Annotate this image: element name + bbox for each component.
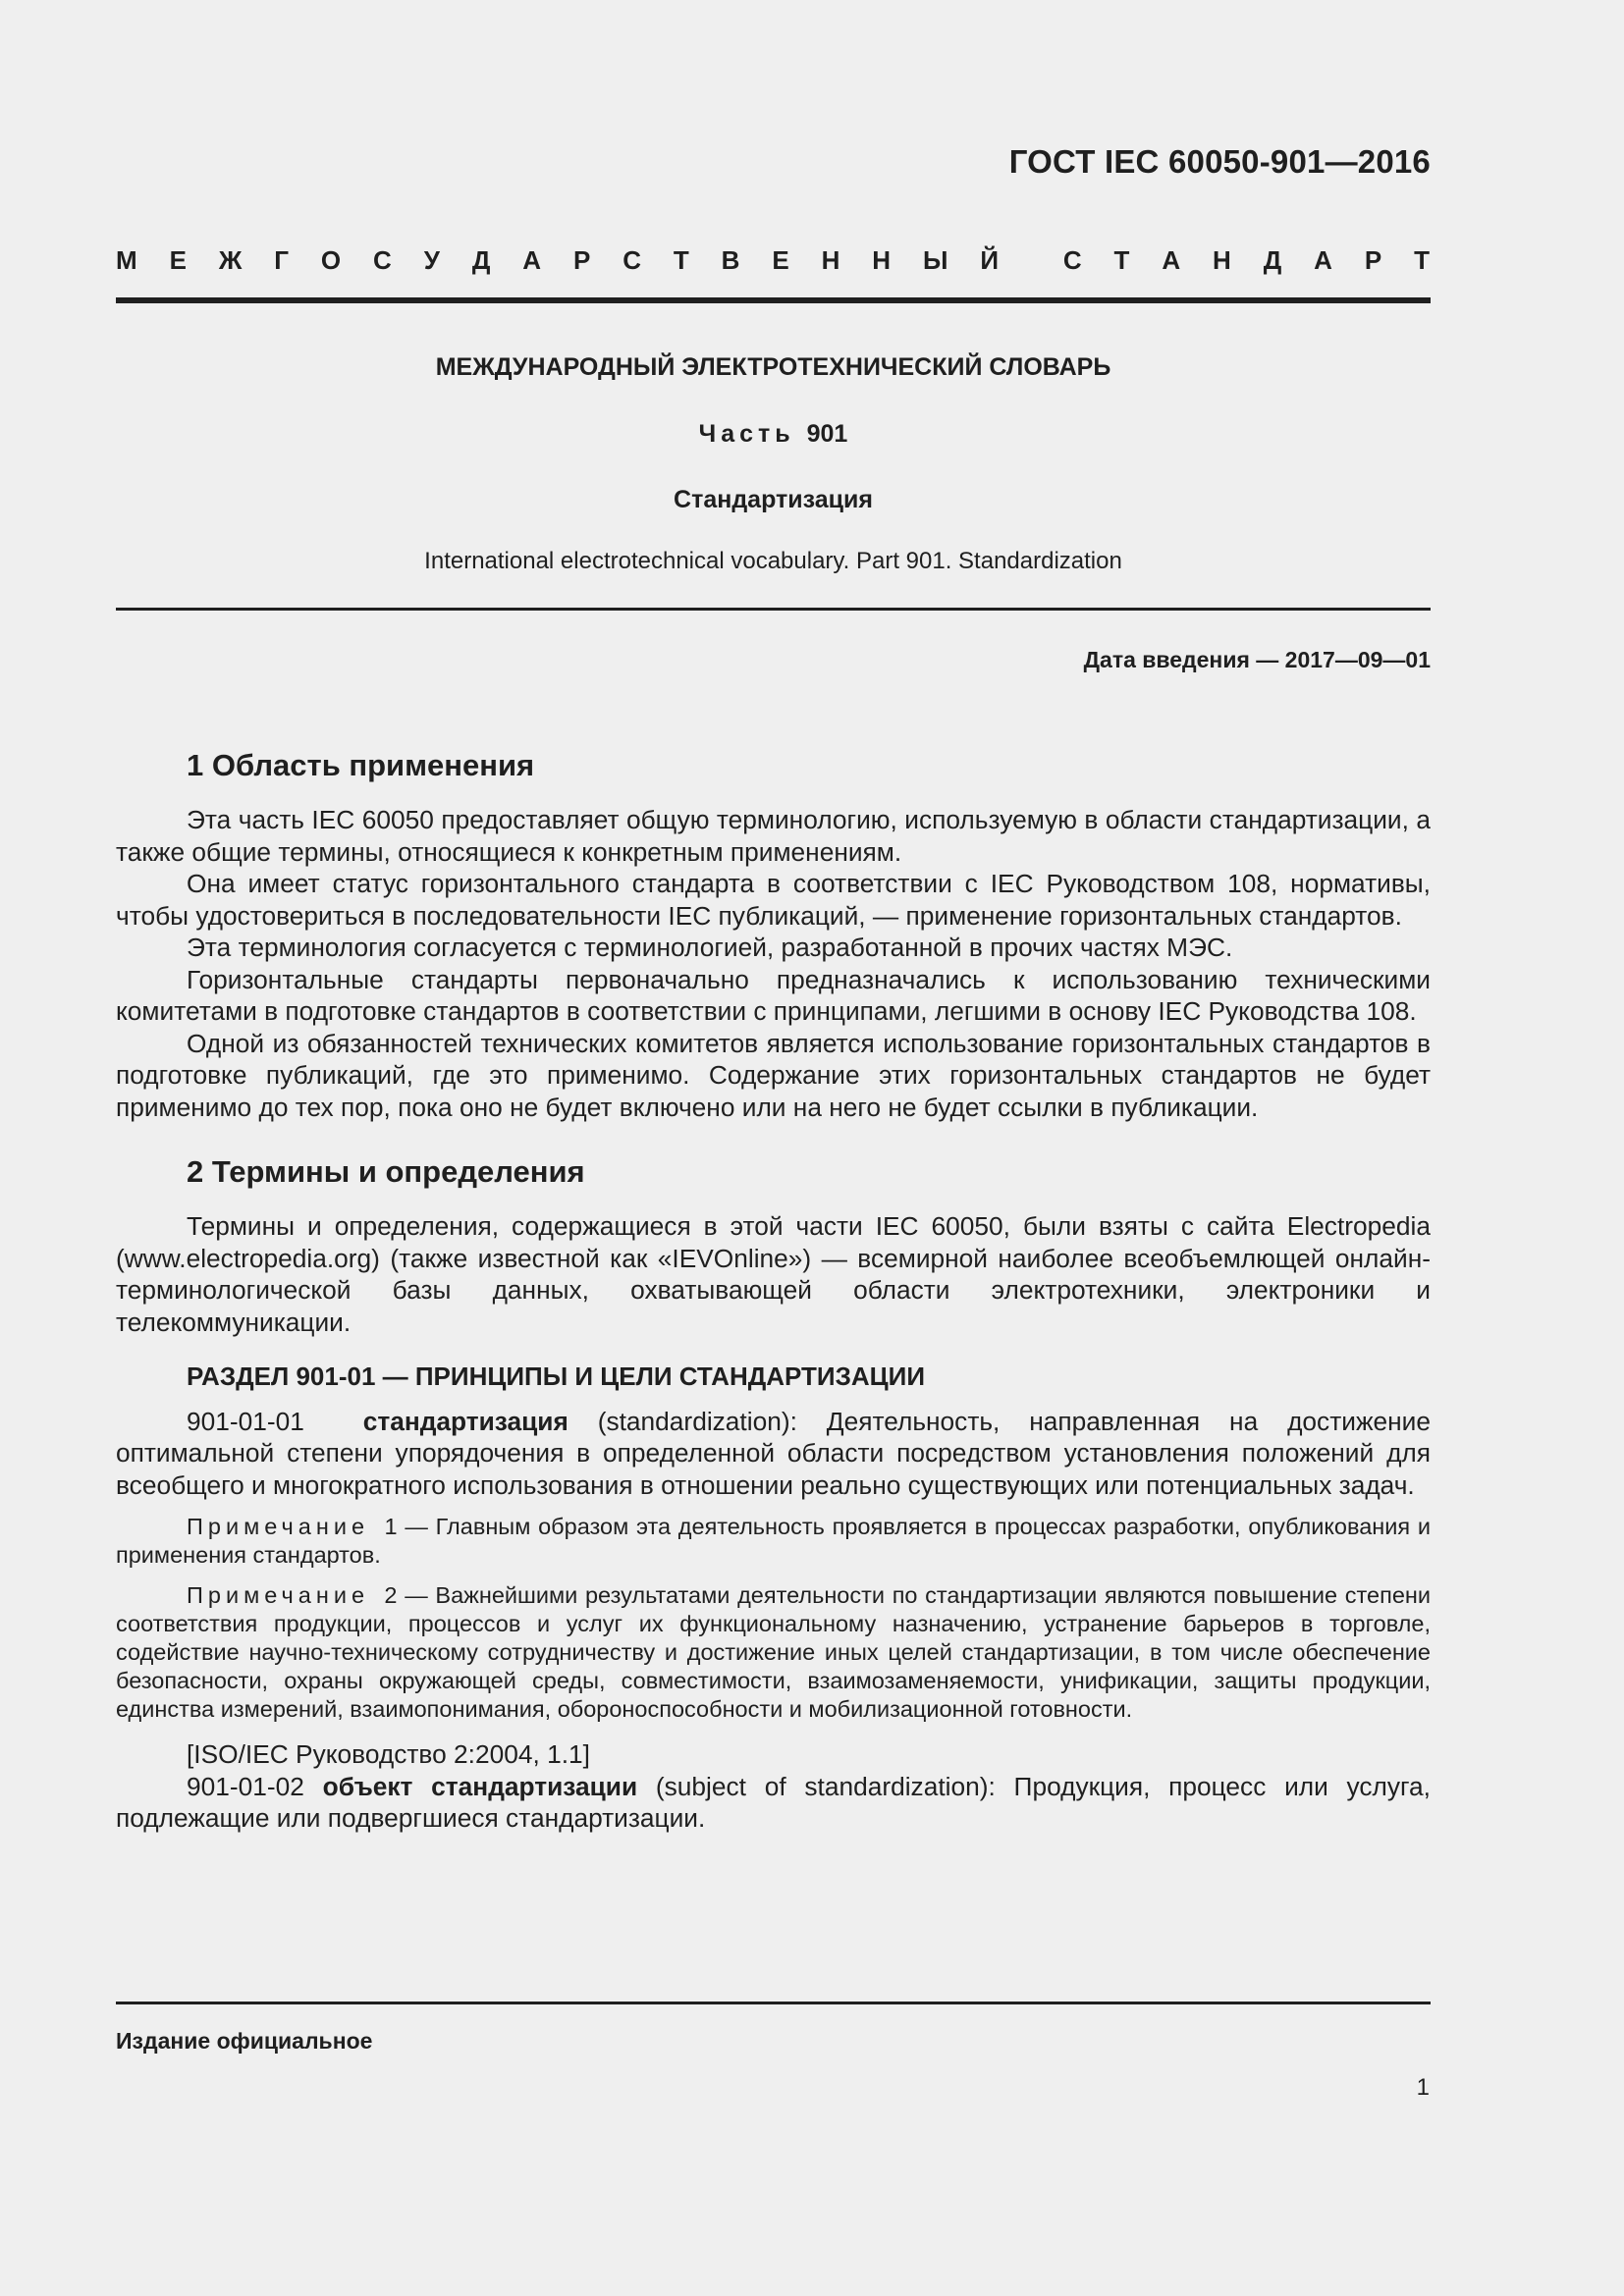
term-code: 901-01-02: [187, 1771, 304, 1801]
footer-rule: [116, 2002, 1431, 2004]
term-name: стандартизация: [362, 1406, 568, 1436]
section-heading: 2 Термины и определения: [187, 1154, 585, 1189]
banner-letter: Й: [980, 245, 1000, 275]
banner-letter: Д: [471, 245, 491, 275]
paragraph: Одной из обязанностей технических комитетов является использование горизонтальных стандартов в подготовке публикаций, где это применимо. Содержание этих горизонтальных стандартов не будет применимо до тех пор, пока оно не будет включено или на него не будет ссылки в публикации.: [116, 1028, 1431, 1122]
note-label: Примечание: [187, 1514, 370, 1539]
banner-letter: А: [1314, 245, 1332, 275]
document-title: МЕЖДУНАРОДНЫЙ ЭЛЕКТРОТЕХНИЧЕСКИЙ СЛОВАРЬ: [435, 353, 1111, 381]
banner-letter: Р: [572, 245, 591, 275]
banner-letter: Н: [872, 245, 892, 275]
part-label: Часть: [698, 420, 795, 448]
banner-letter: Г: [274, 245, 289, 275]
introduction-date: Дата введения — 2017—09—01: [1083, 647, 1431, 672]
banner-letter: Р: [1364, 245, 1382, 275]
term-code: 901-01-01: [187, 1406, 304, 1436]
banner-letter: У: [423, 245, 440, 275]
banner-letter: А: [1162, 245, 1181, 275]
term-name: объект стандартизации: [322, 1771, 638, 1801]
english-title: International electrotechnical vocabulary. Part 901. Standardization: [424, 548, 1122, 574]
banner-letter: Н: [821, 245, 840, 275]
title-rule: [116, 608, 1431, 611]
term-entry: [116, 1771, 1431, 1835]
note-number: 2: [384, 1582, 398, 1608]
term-english: (standardization):: [597, 1406, 797, 1436]
banner-letter: Т: [1113, 245, 1130, 275]
paragraph: Горизонтальные стандарты первоначально предназначались к использованию техническими комитетами в подготовке стандартов в соответствии с принципами, легшими в основу IEC Руководства 108.: [116, 964, 1431, 1026]
subsection-heading: РАЗДЕЛ 901-01 — ПРИНЦИПЫ И ЦЕЛИ СТАНДАРТИЗАЦИИ: [187, 1362, 926, 1391]
banner-letter: О: [320, 245, 342, 275]
note: [116, 1581, 1431, 1724]
banner-letter: Ы: [922, 245, 948, 275]
banner-letter: А: [522, 245, 542, 275]
note-number: 1: [384, 1514, 398, 1539]
section-heading: 1 Область применения: [187, 748, 535, 782]
banner-letter: В: [721, 245, 740, 275]
banner-letter: Е: [169, 245, 187, 275]
banner-letter: С: [623, 245, 641, 275]
banner-letter: Д: [1263, 245, 1282, 275]
official-edition-label: Издание официальное: [116, 2028, 373, 2054]
note-text: — Главным образом эта деятельность проявляется в процессах разработки, опубликования и применения стандартов.: [116, 1514, 1431, 1568]
term-entry: [116, 1406, 1431, 1502]
banner-letter: Н: [1213, 245, 1231, 275]
document-body: [116, 746, 1431, 1835]
note-label: Примечание: [187, 1582, 370, 1608]
paragraph: Она имеет статус горизонтального стандарта в соответствии с IEC Руководством 108, нормативы, чтобы удостовериться в последовательности IEC публикаций, — применение горизонтальных стандартов.: [116, 869, 1431, 931]
banner-letter: Е: [772, 245, 789, 275]
term-definition: Деятельность, направленная на достижение оптимальной степени упорядочения в определенной области посредством установления положений для всеобщего и многократного использования в отношении реально существующих или потенциальных задач.: [116, 1406, 1431, 1500]
page-number: 1: [1416, 2074, 1430, 2101]
reference: [ISO/IEC Руководство 2:2004, 1.1]: [187, 1739, 590, 1769]
banner-letter: Т: [673, 245, 689, 275]
part-number: [116, 420, 1431, 449]
banner-letter: М: [116, 245, 137, 275]
part-value: 901: [806, 420, 848, 448]
paragraph: Эта терминология согласуется с терминологией, разработанной в прочих частях МЭС.: [187, 933, 1233, 962]
banner-letter: С: [1062, 245, 1082, 275]
paragraph: Эта часть IEC 60050 предоставляет общую терминологию, используемую в области стандартизации, а также общие термины, относящиеся к конкретным применениям.: [116, 805, 1431, 867]
term-english: (subject of standardization):: [655, 1771, 996, 1801]
note-text: — Важнейшими результатами деятельности по стандартизации являются повышение степени соответствия продукции, процессов и услуг их функциональному назначению, устранение барьеров в торговле, содействие научно-техническому сотрудничеству и достижение иных целей стандартизации, в том числе обеспечение безопасности, охраны окружающей среды, совместимости, взаимозаменяемости, унификации, защиты продукции, единства измерений, взаимопонимания, обороноспособности и мобилизационной готовности.: [116, 1582, 1432, 1722]
banner-letter: С: [373, 245, 392, 275]
standard-number: ГОСТ IEC 60050-901—2016: [1008, 143, 1431, 180]
note: [116, 1513, 1431, 1570]
interstate-standard-banner: [116, 245, 1430, 276]
document-subtitle: Стандартизация: [674, 486, 873, 513]
banner-letter: Ж: [218, 245, 243, 275]
banner-letter: Т: [1414, 245, 1430, 275]
paragraph: Термины и определения, содержащиеся в этой части IEC 60050, были взяты с сайта Electropedia (www.electropedia.org) (также известной как «IEVOnline») — всемирной наиболее всеобъемлющей онлайн-терминологической базы данных, охватывающей области электротехники, электроники и телекоммуникации.: [116, 1211, 1431, 1337]
header-rule: [116, 297, 1431, 303]
term-definition: Продукция, процесс или услуга, подлежащие или подвергшиеся стандартизации.: [116, 1771, 1431, 1833]
